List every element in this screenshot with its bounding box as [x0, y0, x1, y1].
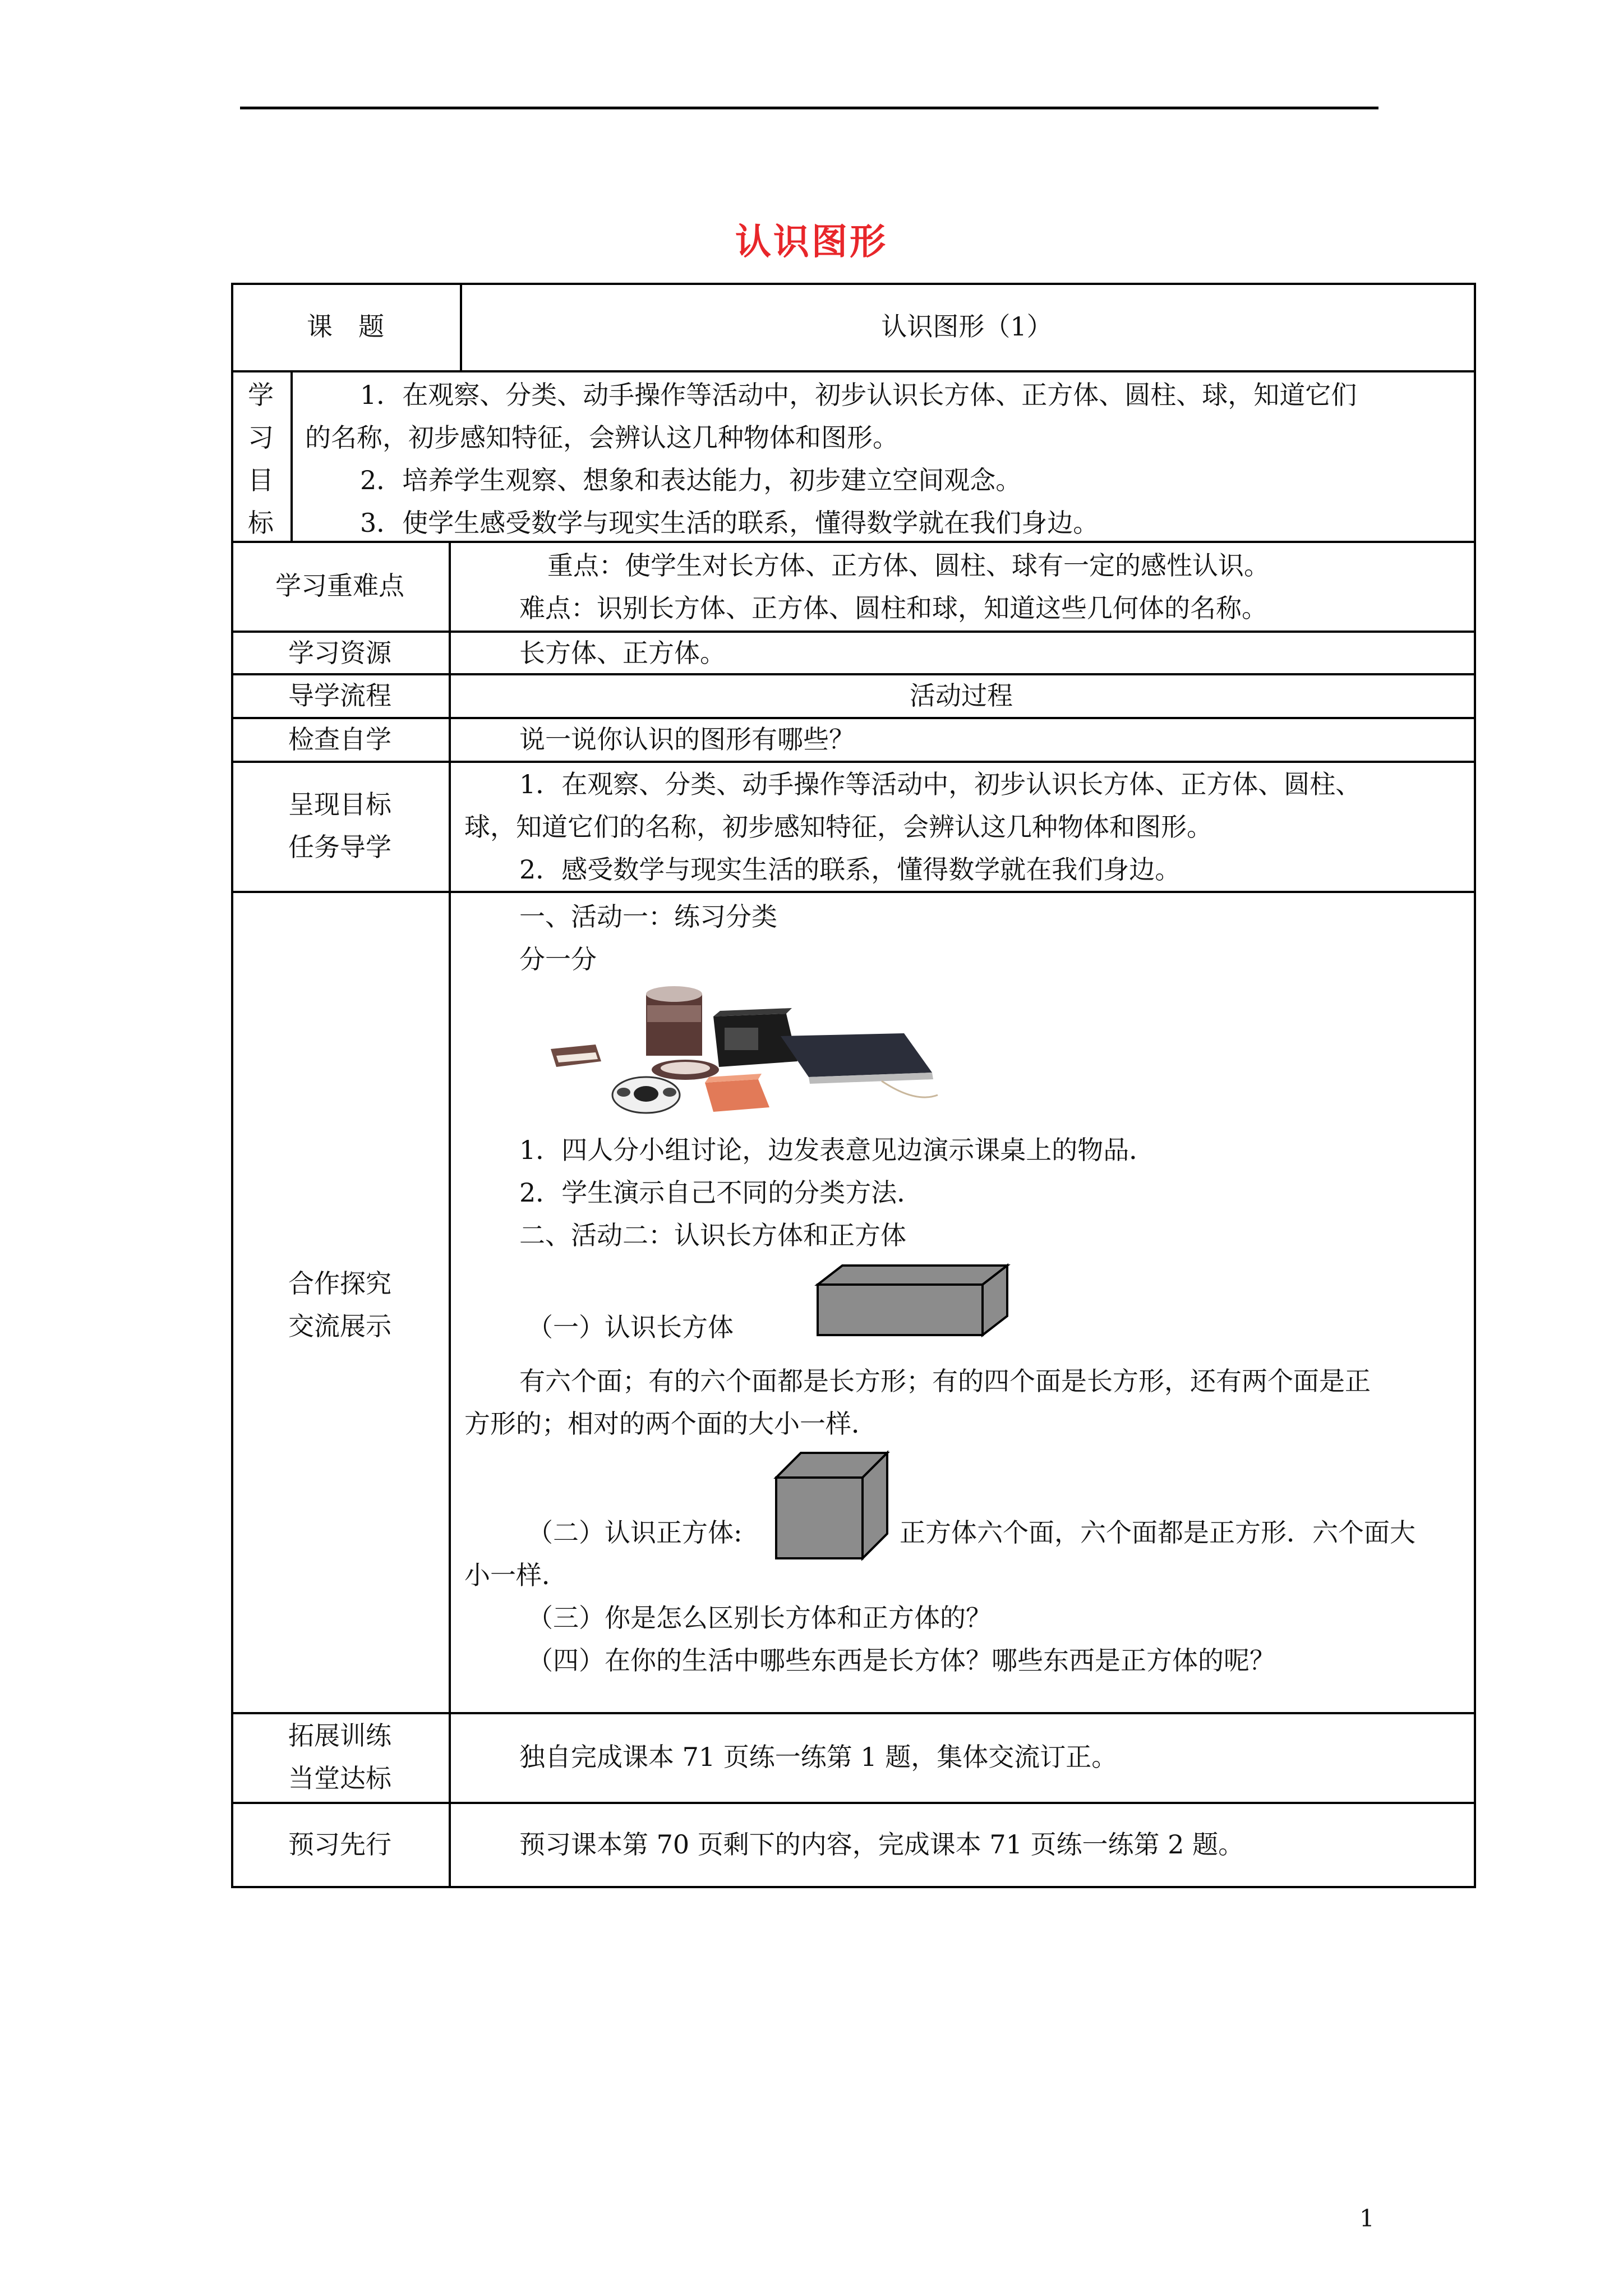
present-label: 呈现目标 — [288, 789, 391, 820]
question-4: （四）在你的生活中哪些东西是长方体？哪些东西是正方体的呢？ — [527, 1645, 1275, 1676]
cube-label: （二）认识正方体: — [527, 1517, 743, 1548]
keypoint-difficulty: 难点：识别长方体、正方体、圆柱和球，知道这些几何体的名称。 — [519, 593, 1267, 623]
present-line: 球，知道它们的名称，初步感知特征，会辨认这几种物体和图形。 — [464, 812, 1212, 842]
col-border — [449, 541, 451, 1888]
step2: 2．学生演示自己不同的分类方法． — [519, 1177, 923, 1208]
goals-line: 3．使学生感受数学与现实生活的联系，懂得数学就在我们身边。 — [360, 508, 1099, 538]
extend-label: 当堂达标 — [288, 1763, 391, 1793]
topic-value: 认识图形（1） — [881, 311, 1053, 342]
page-title: 认识图形 — [735, 221, 888, 263]
activity1-heading: 一、活动一：练习分类 — [519, 901, 777, 932]
activity2-heading: 二、活动二：认识长方体和正方体 — [519, 1220, 906, 1250]
resources-value: 长方体、正方体。 — [519, 638, 726, 668]
step1: 1．四人分小组讨论，边发表意见边演示课桌上的物品． — [519, 1135, 1155, 1165]
extend-value: 独自完成课本 71 页练一练第 1 题，集体交流订正。 — [519, 1742, 1118, 1772]
col-border — [291, 370, 293, 541]
selfcheck-value: 说一说你认识的图形有哪些？ — [519, 724, 855, 754]
header-rule — [240, 107, 1378, 109]
resources-label: 学习资源 — [288, 638, 391, 668]
explore-label: 交流展示 — [288, 1311, 391, 1341]
explore-label: 合作探究 — [288, 1268, 391, 1299]
row-border — [231, 1886, 1476, 1888]
selfcheck-label: 检查自学 — [288, 724, 391, 754]
goals-line: 的名称，初步感知特征，会辨认这几种物体和图形。 — [305, 422, 898, 453]
sort-label: 分一分 — [519, 944, 597, 974]
keypoint-focus: 重点：使学生对长方体、正方体、圆柱、球有一定的感性认识。 — [547, 550, 1270, 581]
col-border — [1474, 283, 1476, 1888]
objects-photo — [545, 983, 949, 1117]
present-label: 任务导学 — [288, 832, 391, 862]
flow-value: 活动过程 — [910, 680, 1013, 711]
preview-label: 预习先行 — [288, 1829, 391, 1860]
goals-line: 2．培养学生观察、想象和表达能力，初步建立空间观念。 — [360, 465, 1022, 495]
present-line: 2．感受数学与现实生活的联系，懂得数学就在我们身边。 — [519, 854, 1181, 885]
cuboid-figure — [814, 1262, 1016, 1341]
row-border — [231, 1802, 1476, 1804]
row-border — [231, 370, 1476, 372]
cube-figure — [773, 1450, 891, 1562]
topic-label: 课 题 — [307, 311, 384, 342]
page-number: 1 — [1359, 2205, 1375, 2232]
goals-line: 1．在观察、分类、动手操作等活动中，初步认识长方体、正方体、圆柱、球，知道它们 — [360, 380, 1357, 410]
cuboid-label: （一）认识长方体 — [527, 1312, 734, 1342]
keypoints-label: 学习重难点 — [275, 570, 404, 601]
extend-label: 拓展训练 — [288, 1720, 391, 1751]
row-border — [231, 891, 1476, 893]
cube-desc: 小一样． — [464, 1560, 568, 1590]
present-line: 1．在观察、分类、动手操作等活动中，初步认识长方体、正方体、圆柱、 — [519, 769, 1362, 799]
goals-label-char: 标 — [248, 508, 274, 538]
preview-value: 预习课本第 70 页剩下的内容，完成课本 71 页练一练第 2 题。 — [519, 1829, 1244, 1860]
goals-label-char: 学 — [248, 380, 274, 410]
goals-label-char: 目 — [248, 465, 274, 495]
question-3: （三）你是怎么区别长方体和正方体的？ — [527, 1603, 992, 1633]
lesson-table — [231, 283, 1476, 1888]
cube-desc: 正方体六个面，六个面都是正方形．六个面大 — [900, 1517, 1415, 1548]
cuboid-desc: 方形的；相对的两个面的大小一样． — [464, 1409, 877, 1439]
goals-label-char: 习 — [248, 422, 274, 453]
row-border — [231, 283, 1476, 285]
flow-label: 导学流程 — [288, 680, 391, 711]
cuboid-desc: 有六个面；有的六个面都是长方形；有的四个面是长方形，还有两个面是正 — [519, 1366, 1371, 1396]
